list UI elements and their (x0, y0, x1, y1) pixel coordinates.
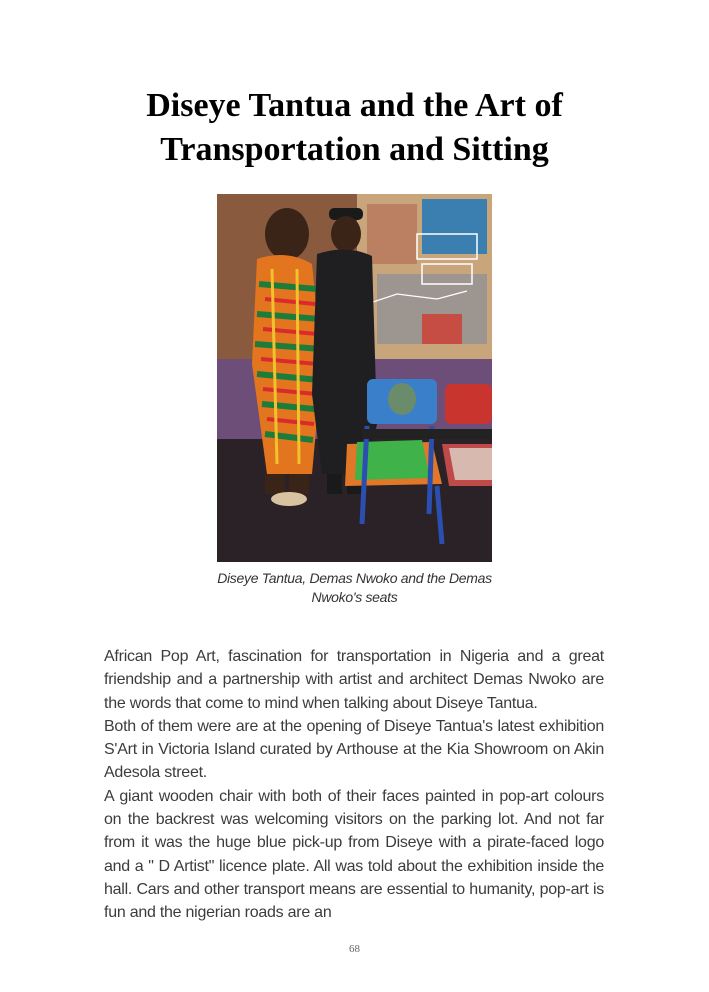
article-title (60, 84, 649, 172)
photo-caption (200, 569, 509, 607)
page-number: 68 (349, 943, 360, 955)
paragraph-1: African Pop Art, fascination for transportation in Nigeria and a great friendship and a partnership with artist and architect Demas Nwoko are the words that come to mind when talking about Diseye Tantua. (104, 648, 604, 712)
paragraph-2: Both of them were are at the opening of Diseye Tantua's latest exhibition S'Art in Victoria Island curated by Arthouse at the Kia Showroom on Akin Adesola street. (104, 717, 604, 782)
article-body (104, 645, 604, 925)
caption-line-2: Nwoko's seats (311, 589, 398, 605)
paragraph-3: A giant wooden chair with both of their faces painted in pop-art colours on the backrest was welcoming visitors on the parking lot. And not far from it was the huge blue pick-up from Diseye with a pirate-faced logo and a " D Artist" licence plate. All was told about the exhibition inside the hall. Cars and other transport means are essential to humanity, pop-art is fun and the nigerian roads are an (104, 787, 604, 922)
title-line-2: Transportation and Sitting (160, 131, 549, 168)
caption-line-1: Diseye Tantua, Demas Nwoko and the Demas (217, 570, 492, 586)
exhibition-photo (217, 194, 492, 562)
title-line-1: Diseye Tantua and the Art of (146, 87, 563, 124)
